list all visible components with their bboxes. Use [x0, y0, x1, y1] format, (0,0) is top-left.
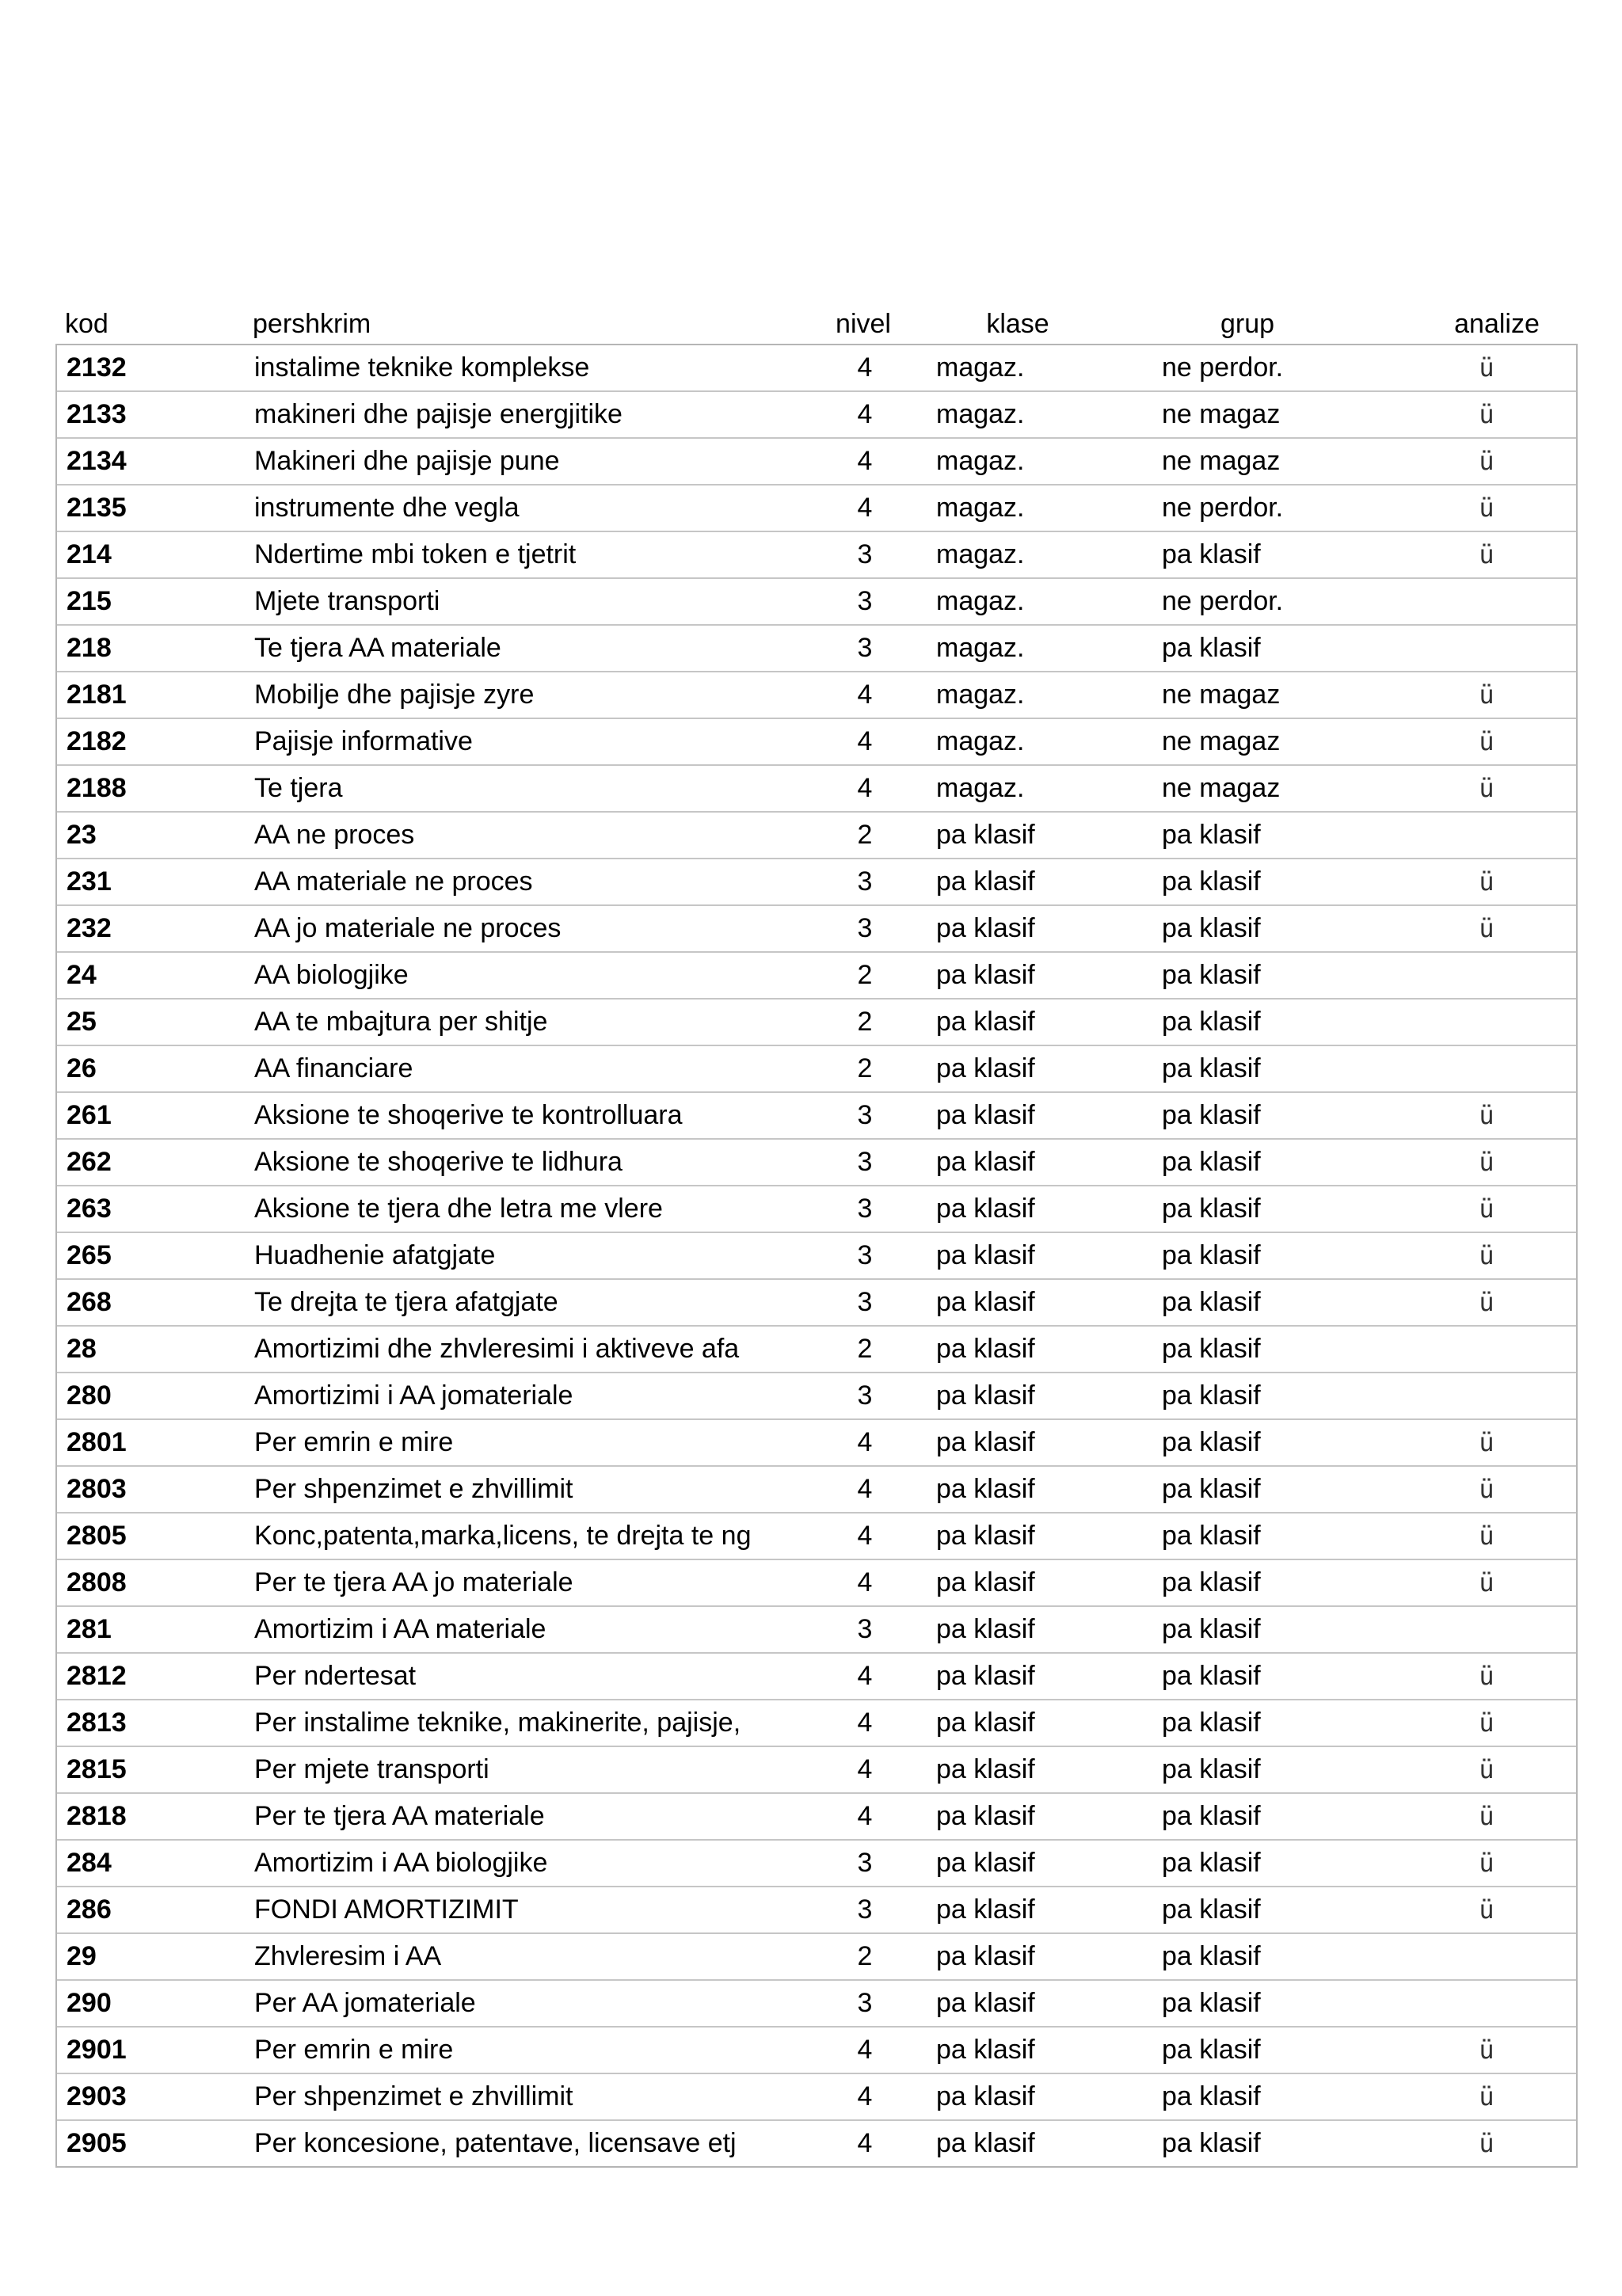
cell-nivel: 3 [857, 1147, 873, 1177]
cell-klase: pa klasif [936, 1941, 1035, 1971]
cell-analize-check: ü [1479, 539, 1494, 569]
cell-nivel: 3 [857, 539, 873, 569]
cell-pershkrim: makineri dhe pajisje energjitike [254, 399, 623, 429]
cell-analize-check: ü [1479, 680, 1494, 710]
table-row [57, 1327, 1576, 1373]
cell-grup: ne magaz [1162, 773, 1281, 803]
cell-nivel: 2 [857, 1007, 873, 1037]
cell-nivel: 4 [857, 352, 873, 383]
cell-grup: pa klasif [1162, 913, 1261, 943]
table-row [57, 1046, 1576, 1093]
cell-pershkrim: Amortizimi i AA jomateriale [254, 1380, 573, 1411]
cell-kod: 2813 [67, 1708, 127, 1738]
cell-pershkrim: Te tjera AA materiale [254, 633, 501, 663]
cell-pershkrim: Aksione te shoqerive te lidhura [254, 1147, 623, 1177]
cell-analize-check: ü [1479, 493, 1494, 523]
cell-nivel: 4 [857, 2035, 873, 2065]
cell-klase: magaz. [936, 680, 1025, 710]
header-klase: klase [986, 309, 1049, 339]
table-row [57, 1607, 1576, 1654]
cell-pershkrim: Mobilje dhe pajisje zyre [254, 680, 535, 710]
table-row [57, 766, 1576, 813]
table-row [57, 2121, 1576, 2166]
cell-klase: pa klasif [936, 2128, 1035, 2158]
table-row [57, 1186, 1576, 1233]
cell-kod: 2182 [67, 726, 127, 756]
cell-nivel: 3 [857, 1240, 873, 1270]
cell-kod: 286 [67, 1894, 112, 1925]
cell-nivel: 4 [857, 1708, 873, 1738]
cell-analize-check: ü [1479, 2035, 1494, 2065]
cell-grup: pa klasif [1162, 2128, 1261, 2158]
cell-klase: pa klasif [936, 1708, 1035, 1738]
cell-analize-check: ü [1479, 1194, 1494, 1224]
cell-klase: pa klasif [936, 820, 1035, 850]
table-row [57, 1654, 1576, 1700]
cell-analize-check: ü [1479, 726, 1494, 756]
cell-nivel: 3 [857, 1614, 873, 1644]
table-row [57, 1747, 1576, 1794]
cell-kod: 2808 [67, 1567, 127, 1597]
cell-nivel: 4 [857, 680, 873, 710]
cell-grup: pa klasif [1162, 960, 1261, 990]
cell-pershkrim: Per koncesione, patentave, licensave etj [254, 2128, 737, 2158]
cell-grup: pa klasif [1162, 866, 1261, 897]
cell-nivel: 2 [857, 820, 873, 850]
table-row [57, 532, 1576, 579]
cell-klase: pa klasif [936, 866, 1035, 897]
cell-grup: pa klasif [1162, 1053, 1261, 1083]
cell-nivel: 4 [857, 2128, 873, 2158]
cell-klase: pa klasif [936, 1053, 1035, 1083]
cell-klase: magaz. [936, 539, 1025, 569]
cell-grup: pa klasif [1162, 1708, 1261, 1738]
cell-analize-check: ü [1479, 2128, 1494, 2158]
cell-nivel: 3 [857, 1988, 873, 2018]
cell-analize-check: ü [1479, 773, 1494, 803]
table-row [57, 579, 1576, 626]
cell-grup: pa klasif [1162, 1521, 1261, 1551]
cell-pershkrim: Pajisje informative [254, 726, 473, 756]
table-row [57, 906, 1576, 953]
cell-grup: pa klasif [1162, 1988, 1261, 2018]
cell-grup: pa klasif [1162, 1567, 1261, 1597]
cell-grup: ne magaz [1162, 399, 1281, 429]
cell-kod: 2818 [67, 1801, 127, 1831]
table-row [57, 1887, 1576, 1934]
table-row [57, 1280, 1576, 1327]
cell-pershkrim: AA ne proces [254, 820, 415, 850]
cell-kod: 232 [67, 913, 112, 943]
cell-nivel: 3 [857, 1380, 873, 1411]
cell-pershkrim: AA biologjike [254, 960, 409, 990]
cell-pershkrim: Makineri dhe pajisje pune [254, 446, 560, 476]
cell-grup: pa klasif [1162, 1801, 1261, 1831]
cell-grup: ne magaz [1162, 680, 1281, 710]
cell-analize-check: ü [1479, 866, 1494, 897]
table-row [57, 1373, 1576, 1420]
table-row [57, 1981, 1576, 2028]
cell-pershkrim: FONDI AMORTIZIMIT [254, 1894, 519, 1925]
cell-pershkrim: AA te mbajtura per shitje [254, 1007, 548, 1037]
cell-klase: pa klasif [936, 1894, 1035, 1925]
cell-kod: 2133 [67, 399, 127, 429]
cell-grup: pa klasif [1162, 1194, 1261, 1224]
cell-grup: pa klasif [1162, 1427, 1261, 1457]
cell-analize-check: ü [1479, 1240, 1494, 1270]
cell-pershkrim: Amortizim i AA materiale [254, 1614, 546, 1644]
cell-nivel: 3 [857, 633, 873, 663]
cell-klase: magaz. [936, 726, 1025, 756]
cell-pershkrim: instalime teknike komplekse [254, 352, 590, 383]
header-analize: analize [1454, 309, 1540, 339]
cell-nivel: 3 [857, 1287, 873, 1317]
cell-grup: ne magaz [1162, 446, 1281, 476]
table-row [57, 1093, 1576, 1140]
cell-nivel: 4 [857, 1754, 873, 1784]
cell-kod: 25 [67, 1007, 97, 1037]
cell-kod: 262 [67, 1147, 112, 1177]
cell-pershkrim: Per emrin e mire [254, 2035, 454, 2065]
table-row [57, 719, 1576, 766]
table-row [57, 2028, 1576, 2074]
cell-kod: 24 [67, 960, 97, 990]
cell-pershkrim: AA jo materiale ne proces [254, 913, 562, 943]
cell-grup: pa klasif [1162, 633, 1261, 663]
cell-klase: magaz. [936, 773, 1025, 803]
cell-kod: 280 [67, 1380, 112, 1411]
cell-analize-check: ü [1479, 1100, 1494, 1130]
cell-klase: pa klasif [936, 913, 1035, 943]
table-row [57, 1934, 1576, 1981]
cell-klase: magaz. [936, 633, 1025, 663]
cell-pershkrim: Te drejta te tjera afatgjate [254, 1287, 558, 1317]
cell-pershkrim: instrumente dhe vegla [254, 493, 520, 523]
cell-kod: 231 [67, 866, 112, 897]
cell-pershkrim: Per instalime teknike, makinerite, pajisje, [254, 1708, 741, 1738]
table-row [57, 1841, 1576, 1887]
cell-pershkrim: Per te tjera AA jo materiale [254, 1567, 573, 1597]
cell-kod: 2188 [67, 773, 127, 803]
cell-grup: pa klasif [1162, 1287, 1261, 1317]
table-row [57, 953, 1576, 1000]
cell-analize-check: ü [1479, 1708, 1494, 1738]
cell-klase: pa klasif [936, 1100, 1035, 1130]
cell-analize-check: ü [1479, 1147, 1494, 1177]
cell-kod: 2812 [67, 1661, 127, 1691]
cell-analize-check: ü [1479, 1894, 1494, 1925]
cell-kod: 2901 [67, 2035, 127, 2065]
table-row [57, 439, 1576, 485]
cell-analize-check: ü [1479, 913, 1494, 943]
cell-grup: ne perdor. [1162, 493, 1284, 523]
cell-klase: pa klasif [936, 2035, 1035, 2065]
cell-nivel: 2 [857, 1941, 873, 1971]
table-row [57, 1467, 1576, 1514]
cell-klase: pa klasif [936, 1754, 1035, 1784]
cell-nivel: 3 [857, 866, 873, 897]
cell-kod: 2903 [67, 2081, 127, 2111]
cell-klase: pa klasif [936, 1194, 1035, 1224]
cell-pershkrim: AA materiale ne proces [254, 866, 533, 897]
cell-grup: pa klasif [1162, 1941, 1261, 1971]
cell-pershkrim: Per mjete transporti [254, 1754, 489, 1784]
cell-kod: 23 [67, 820, 97, 850]
cell-grup: pa klasif [1162, 820, 1261, 850]
cell-kod: 263 [67, 1194, 112, 1224]
table-row [57, 1514, 1576, 1560]
cell-grup: pa klasif [1162, 1240, 1261, 1270]
cell-analize-check: ü [1479, 1801, 1494, 1831]
header-grup: grup [1220, 309, 1275, 339]
cell-klase: pa klasif [936, 1614, 1035, 1644]
cell-kod: 28 [67, 1334, 97, 1364]
cell-nivel: 4 [857, 1427, 873, 1457]
cell-pershkrim: AA financiare [254, 1053, 413, 1083]
table-row [57, 1420, 1576, 1467]
cell-grup: pa klasif [1162, 1100, 1261, 1130]
cell-nivel: 4 [857, 726, 873, 756]
table-row [57, 1560, 1576, 1607]
cell-nivel: 4 [857, 1474, 873, 1504]
cell-pershkrim: Aksione te shoqerive te kontrolluara [254, 1100, 683, 1130]
cell-analize-check: ü [1479, 1427, 1494, 1457]
cell-pershkrim: Per AA jomateriale [254, 1988, 476, 2018]
cell-grup: ne perdor. [1162, 352, 1284, 383]
cell-kod: 29 [67, 1941, 97, 1971]
cell-nivel: 4 [857, 2081, 873, 2111]
cell-analize-check: ü [1479, 2081, 1494, 2111]
cell-analize-check: ü [1479, 352, 1494, 383]
cell-analize-check: ü [1479, 1754, 1494, 1784]
cell-nivel: 2 [857, 960, 873, 990]
cell-pershkrim: Te tjera [254, 773, 343, 803]
cell-nivel: 3 [857, 1194, 873, 1224]
cell-klase: pa klasif [936, 1988, 1035, 2018]
cell-pershkrim: Amortizim i AA biologjike [254, 1848, 548, 1878]
table-row [57, 392, 1576, 439]
cell-nivel: 4 [857, 446, 873, 476]
cell-grup: pa klasif [1162, 1334, 1261, 1364]
cell-pershkrim: Per te tjera AA materiale [254, 1801, 545, 1831]
cell-grup: pa klasif [1162, 1661, 1261, 1691]
cell-klase: magaz. [936, 493, 1025, 523]
cell-nivel: 4 [857, 1567, 873, 1597]
cell-kod: 265 [67, 1240, 112, 1270]
table-row [57, 345, 1576, 392]
cell-klase: pa klasif [936, 1287, 1035, 1317]
table-row [57, 1000, 1576, 1046]
cell-analize-check: ü [1479, 1848, 1494, 1878]
cell-analize-check: ü [1479, 1521, 1494, 1551]
cell-nivel: 3 [857, 1848, 873, 1878]
table-row [57, 1233, 1576, 1280]
cell-pershkrim: Per shpenzimet e zhvillimit [254, 2081, 573, 2111]
cell-nivel: 3 [857, 586, 873, 616]
cell-kod: 2181 [67, 680, 127, 710]
table-row [57, 813, 1576, 859]
cell-klase: pa klasif [936, 1848, 1035, 1878]
cell-klase: pa klasif [936, 1427, 1035, 1457]
cell-nivel: 3 [857, 1894, 873, 1925]
cell-klase: pa klasif [936, 1147, 1035, 1177]
cell-pershkrim: Per shpenzimet e zhvillimit [254, 1474, 573, 1504]
cell-klase: pa klasif [936, 1801, 1035, 1831]
cell-klase: pa klasif [936, 1661, 1035, 1691]
cell-grup: ne magaz [1162, 726, 1281, 756]
cell-klase: pa klasif [936, 1007, 1035, 1037]
cell-pershkrim: Ndertime mbi token e tjetrit [254, 539, 577, 569]
cell-kod: 215 [67, 586, 112, 616]
cell-klase: magaz. [936, 586, 1025, 616]
cell-analize-check: ü [1479, 1567, 1494, 1597]
cell-klase: pa klasif [936, 2081, 1035, 2111]
cell-klase: pa klasif [936, 1240, 1035, 1270]
cell-grup: pa klasif [1162, 1380, 1261, 1411]
cell-klase: magaz. [936, 399, 1025, 429]
cell-grup: pa klasif [1162, 1848, 1261, 1878]
cell-grup: pa klasif [1162, 2035, 1261, 2065]
header-pershkrim: pershkrim [253, 309, 371, 339]
cell-kod: 281 [67, 1614, 112, 1644]
cell-kod: 2815 [67, 1754, 127, 1784]
cell-analize-check: ü [1479, 1287, 1494, 1317]
cell-grup: pa klasif [1162, 1474, 1261, 1504]
cell-pershkrim: Huadhenie afatgjate [254, 1240, 496, 1270]
table-row [57, 859, 1576, 906]
cell-kod: 284 [67, 1848, 112, 1878]
cell-kod: 2135 [67, 493, 127, 523]
cell-nivel: 4 [857, 1801, 873, 1831]
cell-grup: pa klasif [1162, 1894, 1261, 1925]
cell-nivel: 4 [857, 1661, 873, 1691]
table-row [57, 1794, 1576, 1841]
cell-nivel: 4 [857, 399, 873, 429]
cell-kod: 2805 [67, 1521, 127, 1551]
cell-kod: 2134 [67, 446, 127, 476]
cell-klase: pa klasif [936, 1474, 1035, 1504]
header-nivel: nivel [836, 309, 891, 339]
cell-klase: pa klasif [936, 1334, 1035, 1364]
cell-grup: pa klasif [1162, 1754, 1261, 1784]
table-row [57, 626, 1576, 672]
cell-pershkrim: Aksione te tjera dhe letra me vlere [254, 1194, 663, 1224]
cell-grup: pa klasif [1162, 539, 1261, 569]
table-row [57, 1140, 1576, 1186]
cell-nivel: 4 [857, 773, 873, 803]
cell-nivel: 4 [857, 1521, 873, 1551]
cell-kod: 214 [67, 539, 112, 569]
cell-klase: magaz. [936, 446, 1025, 476]
cell-grup: pa klasif [1162, 2081, 1261, 2111]
cell-klase: magaz. [936, 352, 1025, 383]
cell-kod: 26 [67, 1053, 97, 1083]
cell-klase: pa klasif [936, 1380, 1035, 1411]
cell-analize-check: ü [1479, 446, 1494, 476]
cell-pershkrim: Zhvleresim i AA [254, 1941, 442, 1971]
table-row [57, 1700, 1576, 1747]
cell-pershkrim: Mjete transporti [254, 586, 440, 616]
cell-kod: 218 [67, 633, 112, 663]
cell-analize-check: ü [1479, 1474, 1494, 1504]
cell-klase: pa klasif [936, 1567, 1035, 1597]
cell-pershkrim: Amortizimi dhe zhvleresimi i aktiveve afa [254, 1334, 740, 1364]
cell-analize-check: ü [1479, 1661, 1494, 1691]
cell-kod: 2905 [67, 2128, 127, 2158]
table-row [57, 2074, 1576, 2121]
cell-nivel: 3 [857, 913, 873, 943]
table-header [55, 304, 1578, 344]
cell-pershkrim: Konc,patenta,marka,licens, te drejta te ng [254, 1521, 752, 1551]
cell-kod: 268 [67, 1287, 112, 1317]
cell-kod: 290 [67, 1988, 112, 2018]
cell-grup: pa klasif [1162, 1614, 1261, 1644]
cell-grup: pa klasif [1162, 1147, 1261, 1177]
cell-kod: 2801 [67, 1427, 127, 1457]
cell-kod: 2803 [67, 1474, 127, 1504]
cell-grup: pa klasif [1162, 1007, 1261, 1037]
table-row [57, 672, 1576, 719]
cell-nivel: 2 [857, 1334, 873, 1364]
cell-klase: pa klasif [936, 960, 1035, 990]
cell-grup: ne perdor. [1162, 586, 1284, 616]
cell-nivel: 4 [857, 493, 873, 523]
cell-analize-check: ü [1479, 399, 1494, 429]
cell-kod: 2132 [67, 352, 127, 383]
table-row [57, 485, 1576, 532]
cell-nivel: 3 [857, 1100, 873, 1130]
cell-pershkrim: Per ndertesat [254, 1661, 417, 1691]
accounts-table [55, 344, 1578, 2168]
cell-pershkrim: Per emrin e mire [254, 1427, 454, 1457]
cell-klase: pa klasif [936, 1521, 1035, 1551]
cell-kod: 261 [67, 1100, 112, 1130]
header-kod: kod [65, 309, 109, 339]
cell-nivel: 2 [857, 1053, 873, 1083]
